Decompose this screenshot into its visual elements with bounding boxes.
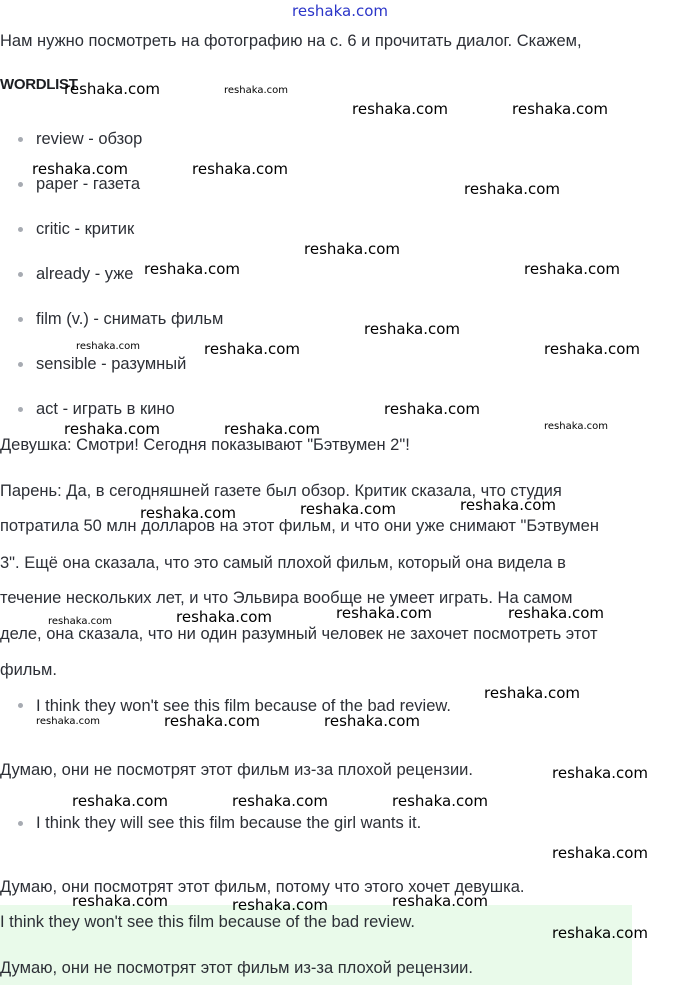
- watermark: reshaka.com: [72, 792, 168, 810]
- wordlist-item: act - играть в кино: [36, 400, 175, 418]
- dialogue-line: фильм.: [0, 661, 57, 679]
- watermark: reshaka.com: [552, 924, 648, 942]
- watermark: reshaka.com: [464, 180, 560, 198]
- watermark: reshaka.com: [352, 100, 448, 118]
- wordlist-item: already - уже: [36, 265, 134, 283]
- watermark: reshaka.com: [48, 616, 112, 627]
- watermark: reshaka.com: [460, 496, 556, 514]
- watermark: reshaka.com: [192, 160, 288, 178]
- dialogue-line: потратила 50 млн долларов на этот фильм, и что они уже снимают "Бэтвумен: [0, 517, 599, 535]
- watermark: reshaka.com: [224, 85, 288, 96]
- watermark: reshaka.com: [392, 892, 488, 910]
- watermark: reshaka.com: [144, 260, 240, 278]
- dialogue-line: Девушка: Смотри! Сегодня показывают "Бэтвумен 2"!: [0, 436, 410, 454]
- bullet-icon: [18, 703, 23, 708]
- bullet-icon: [18, 182, 23, 187]
- watermark: reshaka.com: [64, 420, 160, 438]
- wordlist-item: sensible - разумный: [36, 355, 187, 373]
- watermark: reshaka.com: [32, 160, 128, 178]
- intro-text: Нам нужно посмотреть на фотографию на с. 6 и прочитать диалог. Скажем,: [0, 32, 582, 50]
- watermark: reshaka.com: [176, 608, 272, 626]
- top-watermark: reshaka.com: [292, 2, 388, 20]
- dialogue-line: 3". Ещё она сказала, что это самый плохой фильм, который она видела в: [0, 554, 566, 572]
- wordlist-item: review - обзор: [36, 130, 143, 148]
- watermark: reshaka.com: [76, 341, 140, 352]
- watermark: reshaka.com: [164, 712, 260, 730]
- wordlist-item: paper - газета: [36, 175, 141, 193]
- watermark: reshaka.com: [324, 712, 420, 730]
- watermark: reshaka.com: [524, 260, 620, 278]
- watermark: reshaka.com: [484, 684, 580, 702]
- wordlist-item: critic - критик: [36, 220, 135, 238]
- bullet-icon: [18, 407, 23, 412]
- watermark: reshaka.com: [384, 400, 480, 418]
- watermark: reshaka.com: [36, 716, 100, 727]
- option-english: I think they will see this film because the girl wants it.: [36, 814, 422, 832]
- watermark: reshaka.com: [364, 320, 460, 338]
- dialogue-line: деле, она сказала, что ни один разумный человек не захочет посмотреть этот: [0, 625, 598, 643]
- watermark: reshaka.com: [232, 792, 328, 810]
- watermark: reshaka.com: [552, 844, 648, 862]
- watermark: reshaka.com: [336, 604, 432, 622]
- answer-russian: Думаю, они не посмотрят этот фильм из-за плохой рецензии.: [0, 959, 473, 977]
- watermark: reshaka.com: [552, 764, 648, 782]
- bullet-icon: [18, 821, 23, 826]
- answer-english: I think they won't see this film because of the bad review.: [0, 913, 415, 931]
- dialogue-line: течение нескольких лет, и что Эльвира вообще не умеет играть. На самом: [0, 589, 573, 607]
- wordlist-heading: WORDLIST: [0, 76, 78, 93]
- bullet-icon: [18, 272, 23, 277]
- watermark: reshaka.com: [304, 240, 400, 258]
- watermark: reshaka.com: [508, 604, 604, 622]
- bullet-icon: [18, 137, 23, 142]
- watermark: reshaka.com: [544, 340, 640, 358]
- watermark: reshaka.com: [544, 421, 608, 432]
- option-russian: Думаю, они не посмотрят этот фильм из-за плохой рецензии.: [0, 761, 473, 779]
- watermark: reshaka.com: [512, 100, 608, 118]
- bullet-icon: [18, 317, 23, 322]
- dialogue-line: Парень: Да, в сегодняшней газете был обзор. Критик сказала, что студия: [0, 482, 562, 500]
- option-russian: Думаю, они посмотрят этот фильм, потому что этого хочет девушка.: [0, 878, 525, 896]
- watermark: reshaka.com: [140, 504, 236, 522]
- watermark: reshaka.com: [72, 892, 168, 910]
- bullet-icon: [18, 362, 23, 367]
- watermark: reshaka.com: [392, 792, 488, 810]
- watermark: reshaka.com: [204, 340, 300, 358]
- watermark: reshaka.com: [64, 80, 160, 98]
- option-english: I think they won't see this film because of the bad review.: [36, 697, 451, 715]
- watermark: reshaka.com: [224, 420, 320, 438]
- wordlist-item: film (v.) - снимать фильм: [36, 310, 224, 328]
- bullet-icon: [18, 227, 23, 232]
- watermark: reshaka.com: [232, 896, 328, 914]
- watermark: reshaka.com: [300, 500, 396, 518]
